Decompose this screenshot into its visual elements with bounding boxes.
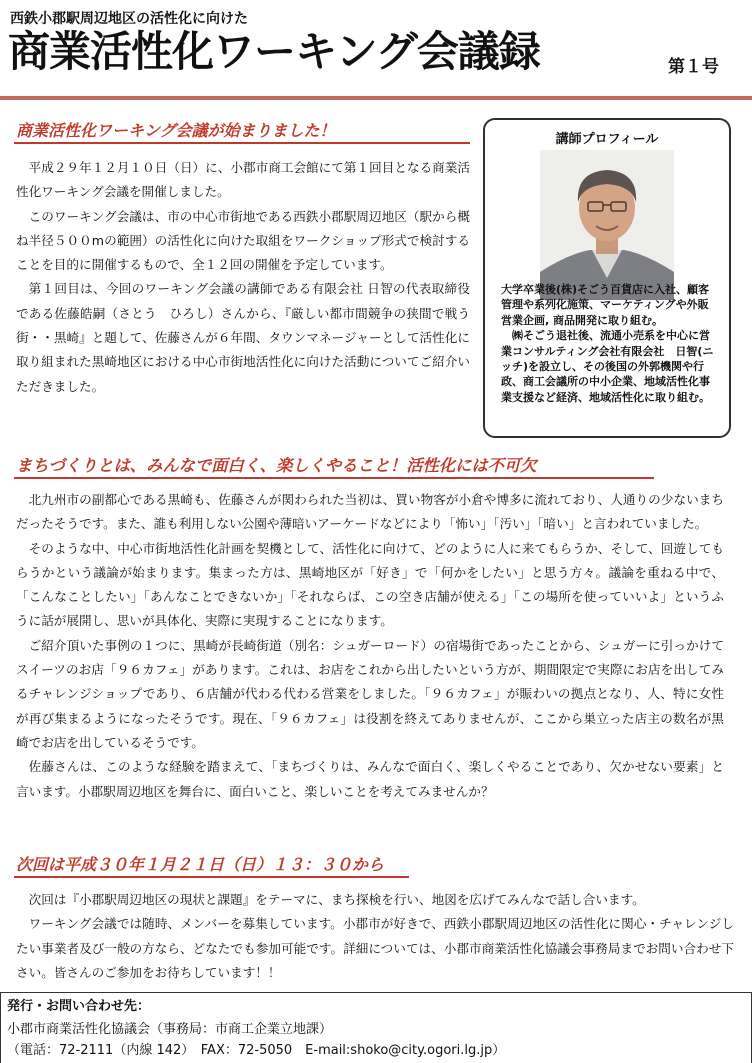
section3-body	[16, 888, 734, 985]
newsletter-subtitle: 西鉄小郡駅周辺地区の活性化に向けた	[10, 11, 248, 27]
section1-heading: 商業活性化ワーキング会議が始まりました！	[16, 121, 336, 140]
section1-paragraph-1: 平成２９年１２月１０日（日）に、小郡市商工会館にて第１回目となる商業活性化ワーキング会議を開催しました。	[16, 160, 470, 200]
section3-heading: 次回は平成３０年１月２１日（日）１３：３０から	[16, 855, 385, 874]
newsletter-title: 商業活性化ワーキング会議録	[8, 27, 540, 76]
section3-paragraph-2: ワーキング会議では随時、メンバーを募集しています。小郡市が好きで、西鉄小郡駅周辺地区の活性化に関心・チャレンジしたい事業者及び一般の方なら、どなたでも参加可能です。詳細については、小郡市商業活性化協議会事務局までお問い合わせ下さい。皆さんのご参加をお待ちしています！！	[16, 916, 734, 980]
contact-heading: 発行・お問い合わせ先：	[7, 999, 151, 1014]
profile-text-career: 大学卒業後(株)そごう百貨店に入社、顧客管理や系列化施策、マーケティングや外販営業企画, 商品開発に取り組む。	[501, 283, 710, 327]
header-divider	[0, 96, 752, 100]
section1-paragraph-2: このワーキング会議は、市の中心市街地である西鉄小郡駅周辺地区（駅から概ね半径５００mの範囲）の活性化に向けた取組をワークショップ形式で検討することを目的に開催するもので、全１２回の開催を予定しています。	[16, 208, 470, 273]
section1-paragraph-3: 第１回目は、今回のワーキング会議の講師である有限会社 日智の代表取締役である佐藤皓嗣（さとう ひろし）さんから、『厳しい都市間競争の狭間で戦う街・・黒崎』と題して、佐藤さんが６年間、タウンマネージャーとして活性化に取り組まれた黒崎地区における中心市街地活性化に向けた活動についてご紹介いただきました。	[16, 281, 470, 394]
section2-paragraph-2: そのような中、中心市街地活性化計画を契機として、活性化に向けて、どのように人に来てもらうか、そして、回遊してもらうかという議論が始まります。集まった方は、黒崎地区が「好き」で「何かをしたい」と思う方々。議論を重ねる中で、「こんなことしたい」「あんなことできないか」「それならば、この空き店舗が使える」「この場所を使っていいよ」というふうに話が展開し、思いが具体化、実際に実現することになります。	[16, 540, 724, 629]
profile-text-company: ㈱そごう退社後、流通小売系を中心に営業コンサルティング会社有限会社 日智(ニッチ)を設立し、その後国の外郭機関や行政、商工会議所の中小企業、地域活性化事業支援など経済、地域活性化に取り組む。	[501, 329, 714, 404]
section1-heading-underline	[14, 142, 470, 144]
lecturer-photo	[540, 150, 674, 300]
profile-description	[501, 282, 717, 405]
section2-paragraph-4: 佐藤さんは、このような経験を踏まえて、「まちづくりは、みんなで面白く、楽しくやることであり、欠かせない要素」と言います。小郡駅周辺地区を舞台に、面白いこと、楽しいことを考えてみませんか？	[16, 759, 724, 799]
section2-heading: まちづくりとは、みんなで面白く、楽しくやること！活性化には不可欠	[16, 456, 537, 475]
contact-phone-email: （電話：72-2111（内線 142） FAX：72-5050 E-mail:shoko@city.ogori.lg.jp）	[7, 1043, 506, 1058]
section3-paragraph-1: 次回は『小郡駅周辺地区の現状と課題』をテーマに、まち探検を行い、地図を広げてみんなで話し合います。	[28, 892, 645, 907]
section3-heading-underline	[14, 876, 409, 878]
lecturer-profile-box	[483, 118, 731, 438]
profile-title: 講師プロフィール	[555, 132, 659, 147]
lecturer-portrait-icon	[540, 150, 674, 300]
contact-box	[0, 992, 752, 1063]
section1-body	[16, 156, 470, 399]
section2-heading-underline	[14, 477, 654, 479]
contact-organization: 小郡市商業活性化協議会（事務局：市商工企業立地課）	[7, 1022, 333, 1037]
section2-body	[16, 488, 724, 804]
issue-number: 第１号	[668, 57, 719, 77]
section2-paragraph-3: ご紹介頂いた事例の１つに、黒崎が長崎街道（別名：シュガーロード）の宿場街であったことから、シュガーに引っかけてスイーツのお店「９６カフェ」があります。これは、お店をこれから出したいという方が、期間限定で実際にお店を出してみるチャレンジショップであり、６店舗が代わる代わる営業をしました。「９６カフェ」が賑わいの拠点となり、人、特に女性が再び集まるようになったそうです。現在、「９６カフェ」は役割を終えてありませんが、ここから巣立った店主の数名が黒崎でお店を出しているそうです。	[16, 637, 724, 750]
section2-paragraph-1: 北九州市の副都心である黒崎も、佐藤さんが関わられた当初は、買い物客が小倉や博多に流れており、人通りの少ないまちだったそうです。また、誰も利用しない公園や薄暗いアーケードなどにより「怖い」「汚い」「暗い」と言われていました。	[16, 492, 724, 532]
